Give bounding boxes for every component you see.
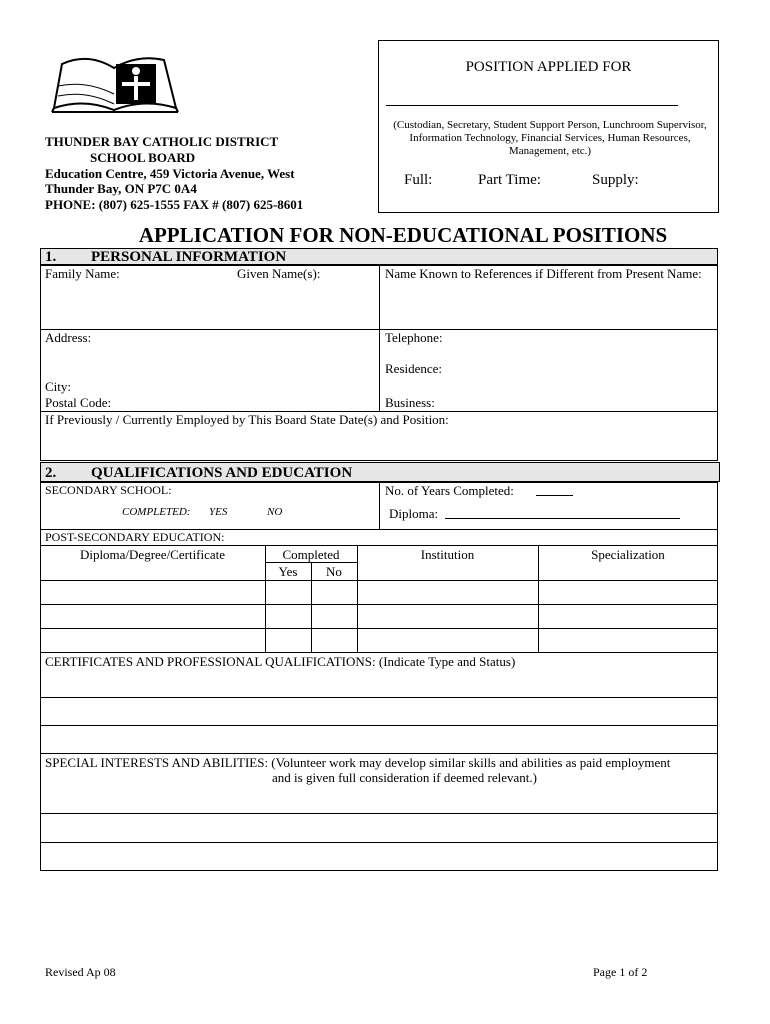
full-option[interactable]: Full: xyxy=(404,172,433,188)
row-divider xyxy=(40,842,718,843)
personal-info-divider xyxy=(379,265,380,411)
residence-label: Residence: xyxy=(385,361,443,376)
special-interests-label: SPECIAL INTERESTS AND ABILITIES: (Volunteer work may develop similar skills and abilities as paid employment xyxy=(45,755,671,770)
special-interests-note: and is given full consideration if deemed relevant.) xyxy=(272,770,537,785)
main-title: APPLICATION FOR NON-EDUCATIONAL POSITIONS xyxy=(138,223,668,247)
business-label: Business: xyxy=(385,395,435,410)
section-1-number: 1. xyxy=(45,249,57,265)
org-line-3: Education Centre, 459 Victoria Avenue, West xyxy=(45,166,295,181)
row-divider xyxy=(40,697,718,698)
diploma-input[interactable] xyxy=(445,518,680,519)
years-completed-input[interactable] xyxy=(536,495,573,496)
col-yes-header: Yes xyxy=(278,564,298,579)
table-row xyxy=(40,604,718,605)
col-specialization-header: Specialization xyxy=(591,547,665,562)
completed-yes[interactable]: YES xyxy=(209,506,228,518)
position-examples-note: (Custodian, Secretary, Student Support Person, Lunchroom Supervisor, Information Technology, Financial Services, Human Resources, Management, etc.) xyxy=(393,119,707,157)
row-divider xyxy=(40,329,718,330)
org-line-2: SCHOOL BOARD xyxy=(90,150,196,165)
secondary-divider xyxy=(379,482,380,529)
address-label: Address: xyxy=(45,330,92,345)
supply-option[interactable]: Supply: xyxy=(592,172,639,188)
part-time-option[interactable]: Part Time: xyxy=(478,172,541,188)
col-institution-header: Institution xyxy=(420,547,475,562)
section-1-title: PERSONAL INFORMATION xyxy=(91,249,287,265)
certificates-label: CERTIFICATES AND PROFESSIONAL QUALIFICATIONS: (Indicate Type and Status) xyxy=(45,654,516,669)
completed-label: COMPLETED: xyxy=(122,506,191,518)
row-divider xyxy=(40,725,718,726)
telephone-label: Telephone: xyxy=(385,330,443,345)
col-no-header: No xyxy=(326,564,342,579)
section-2-title: QUALIFICATIONS AND EDUCATION xyxy=(91,465,353,481)
row-divider xyxy=(40,545,718,546)
table-row xyxy=(40,580,718,581)
table-row xyxy=(40,628,718,629)
years-completed-label: No. of Years Completed: xyxy=(385,483,514,498)
table-row xyxy=(40,652,718,653)
board-logo xyxy=(48,46,183,116)
org-line-5: PHONE: (807) 625-1555 FAX # (807) 625-8601 xyxy=(45,197,304,212)
diploma-label: Diploma: xyxy=(389,506,439,521)
post-secondary-label: POST-SECONDARY EDUCATION: xyxy=(45,530,225,544)
col-completed-header: Completed xyxy=(282,547,340,562)
postal-code-label: Postal Code: xyxy=(45,395,112,410)
org-line-1: THUNDER BAY CATHOLIC DISTRICT xyxy=(45,134,279,149)
org-line-4: Thunder Bay, ON P7C 0A4 xyxy=(45,181,197,196)
completed-no[interactable]: NO xyxy=(267,506,283,518)
col-diploma-header: Diploma/Degree/Certificate xyxy=(79,547,226,562)
name-known-label: Name Known to References if Different from Present Name: xyxy=(385,266,702,281)
city-label: City: xyxy=(45,379,72,394)
secondary-school-label: SECONDARY SCHOOL: xyxy=(45,483,172,497)
given-names-label: Given Name(s): xyxy=(237,266,321,281)
position-applied-title: POSITION APPLIED FOR xyxy=(465,59,632,75)
family-name-label: Family Name: xyxy=(45,266,120,281)
section-2-number: 2. xyxy=(45,465,57,481)
previously-employed-label: If Previously / Currently Employed by This Board State Date(s) and Position: xyxy=(45,412,449,427)
row-divider xyxy=(40,813,718,814)
row-divider xyxy=(40,753,718,754)
position-applied-input[interactable] xyxy=(386,105,678,106)
revised-date: Revised Ap 08 xyxy=(45,965,116,979)
page-number: Page 1 of 2 xyxy=(593,965,648,979)
